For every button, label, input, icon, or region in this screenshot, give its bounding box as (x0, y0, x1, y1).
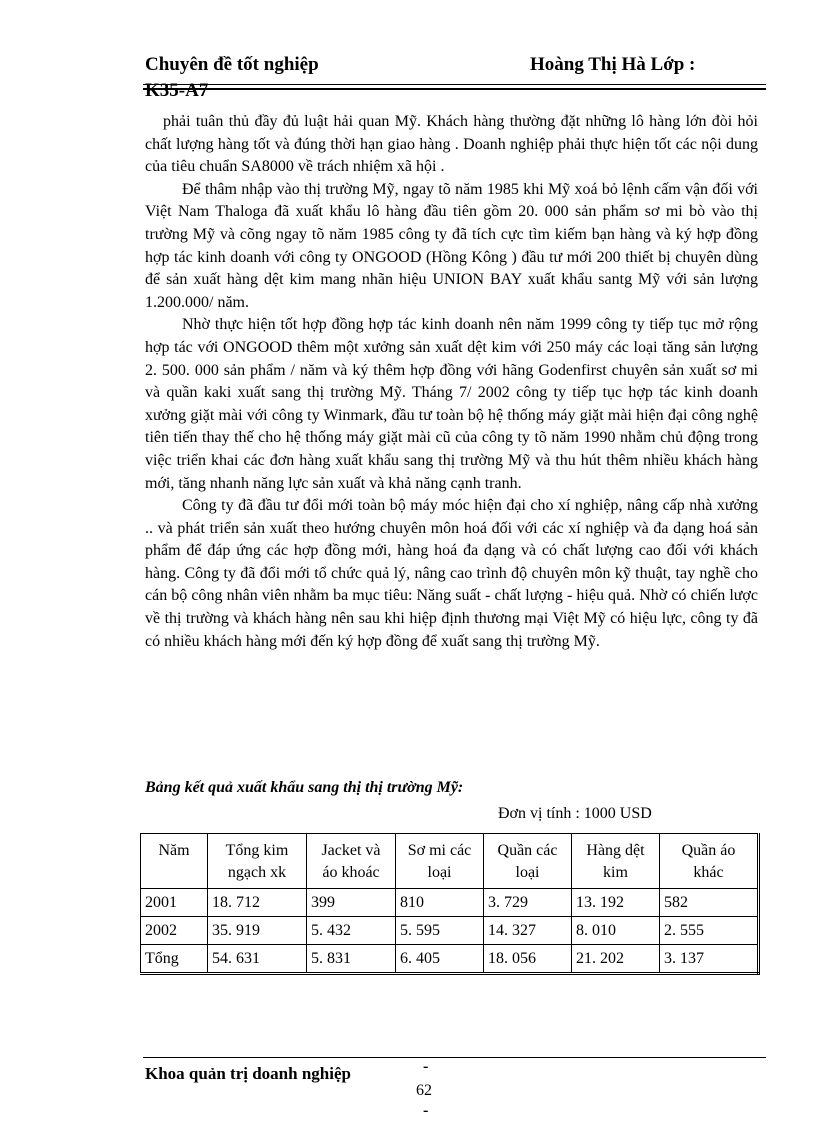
table-cell: 3. 137 (660, 945, 759, 974)
header-cell-shirt: Sơ mi các loại (396, 834, 484, 889)
table-cell: 5. 432 (307, 917, 396, 945)
footer-dash-bottom: - (423, 1102, 429, 1119)
header-cell-knitwear: Hàng dệt kim (572, 834, 660, 889)
table-cell: 8. 010 (572, 917, 660, 945)
header-cell-total: Tổng kim ngạch xk (208, 834, 307, 889)
table-title: Bảng kết quả xuất khẩu sang thị thị trường Mỹ: (145, 779, 464, 796)
table-header-row (141, 834, 759, 889)
table-cell: Tổng (141, 945, 208, 974)
table-cell: 18. 712 (208, 889, 307, 917)
table-row (141, 889, 759, 917)
body-text (145, 111, 758, 653)
header-cell-year: Năm (141, 834, 208, 889)
table-cell: 13. 192 (572, 889, 660, 917)
paragraph: Để thâm nhập vào thị trường Mỹ, ngay tõ năm 1985 khi Mỹ xoá bỏ lệnh cấm vận đối với Việt Nam Thaloga đã xuất khẩu lô hàng đầu tiên gồm 20. 000 sản phẩm sơ mi bò vào thị trường Mỹ và cõng ngay tõ năm 1985 công ty đã tích cực tìm kiếm bạn hàng và ký hợp đồng hợp tác kinh doanh với công ty ONGOOD (Hồng Kông ) đầu tư mới 200 thiết bị chuyên dùng để sản xuất hàng dệt kim mang nhãn hiệu UNION BAY xuất khẩu santg Mỹ với sản lượng 1.200.000/ năm. (145, 180, 758, 311)
table-cell: 810 (396, 889, 484, 917)
table-row (141, 917, 759, 945)
header-author: Hoàng Thị Hà Lớp : (530, 54, 696, 75)
footer-department: Khoa quản trị doanh nghiệp (145, 1064, 351, 1083)
paragraph: Công ty đã đầu tư đổi mới toàn bộ máy móc hiện đại cho xí nghiệp, nâng cấp nhà xưởng .. và phát triển sản xuất theo hướng chuyên môn hoá đối với các xí nghiệp và đa dạng hoá sản phẩm để đáp ứng các hợp đồng mới, hàng hoá đa dạng và có chất lượng cao đối với khách hàng. Công ty đã đổi mới tổ chức quả lý, nâng cao trình độ chuyên môn kỹ thuật, tay nghề cho cán bộ công nhân viên nhằm ba mục tiêu: Năng suất - chất lượng - hiệu quả. Nhờ có chiến lược về thị trường và khách hàng nên sau khi hiệp định thương mại Việt Mỹ có hiệu lực, công ty đã có nhiều khách hàng mới đến ký hợp đồng để xuất sang thị trường Mỹ. (145, 497, 758, 650)
header-class: K35-A7 (145, 80, 209, 101)
table-cell: 14. 327 (484, 917, 572, 945)
table-cell: 5. 595 (396, 917, 484, 945)
table-cell: 35. 919 (208, 917, 307, 945)
table-cell: 18. 056 (484, 945, 572, 974)
table-cell: 5. 831 (307, 945, 396, 974)
table-cell: 3. 729 (484, 889, 572, 917)
paragraph: phải tuân thủ đầy đủ luật hải quan Mỹ. Khách hàng thường đặt những lô hàng lớn đòi hỏi chất lượng hàng tốt và đúng thời hạn giao hàng . Doanh nghiệp phải thực hiện tốt các nội dung của tiêu chuẩn SA8000 về trách nhiệm xã hội . (145, 113, 758, 176)
header-cell-jacket: Jacket và áo khoác (307, 834, 396, 889)
header-cell-trousers: Quần các loại (484, 834, 572, 889)
header-rule-thin (143, 84, 766, 85)
header-rule-thick (143, 88, 766, 90)
paragraph: Nhờ thực hiện tốt hợp đồng hợp tác kinh doanh nên năm 1999 công ty tiếp tục mở rộng hợp tác với ONGOOD thêm một xưởng sản xuất dệt kim với 250 máy các loại tăng sản lượng 2. 500. 000 sản phẩm / năm và ký thêm hợp đồng với hãng Godenfirst chuyên sản xuất sơ mi và quần kaki xuất sang thị trường Mỹ. Tháng 7/ 2002 công ty tiếp tục hợp tác kinh doanh xưởng giặt mài với công ty Winmark, đầu tư toàn bộ hệ thống máy giặt mài hiện đại công nghệ tiên tiến thay thế cho hệ thống máy giặt mài cũ của công ty tõ năm 1990 nhằm chủ động trong việc triển khai các đơn hàng xuất khẩu sang thị trường Mỹ và thu hút thêm nhiều khách hàng mới, tăng nhanh năng lực sản xuất và khả năng cạnh tranh. (145, 316, 758, 492)
page-number: 62 (416, 1082, 432, 1099)
table-cell: 2002 (141, 917, 208, 945)
table-cell: 21. 202 (572, 945, 660, 974)
table-cell: 6. 405 (396, 945, 484, 974)
table-cell: 399 (307, 889, 396, 917)
table-cell: 2. 555 (660, 917, 759, 945)
export-table (140, 833, 760, 975)
header-cell-other: Quần áo khác (660, 834, 759, 889)
header-title-left: Chuyên đề tốt nghiệp (145, 54, 319, 75)
table-cell: 2001 (141, 889, 208, 917)
table-unit: Đơn vị tính : 1000 USD (498, 805, 652, 822)
table-cell: 582 (660, 889, 759, 917)
footer-rule (143, 1057, 766, 1058)
table-cell: 54. 631 (208, 945, 307, 974)
table-row-total (141, 945, 759, 974)
footer-dash-top: - (423, 1058, 429, 1075)
